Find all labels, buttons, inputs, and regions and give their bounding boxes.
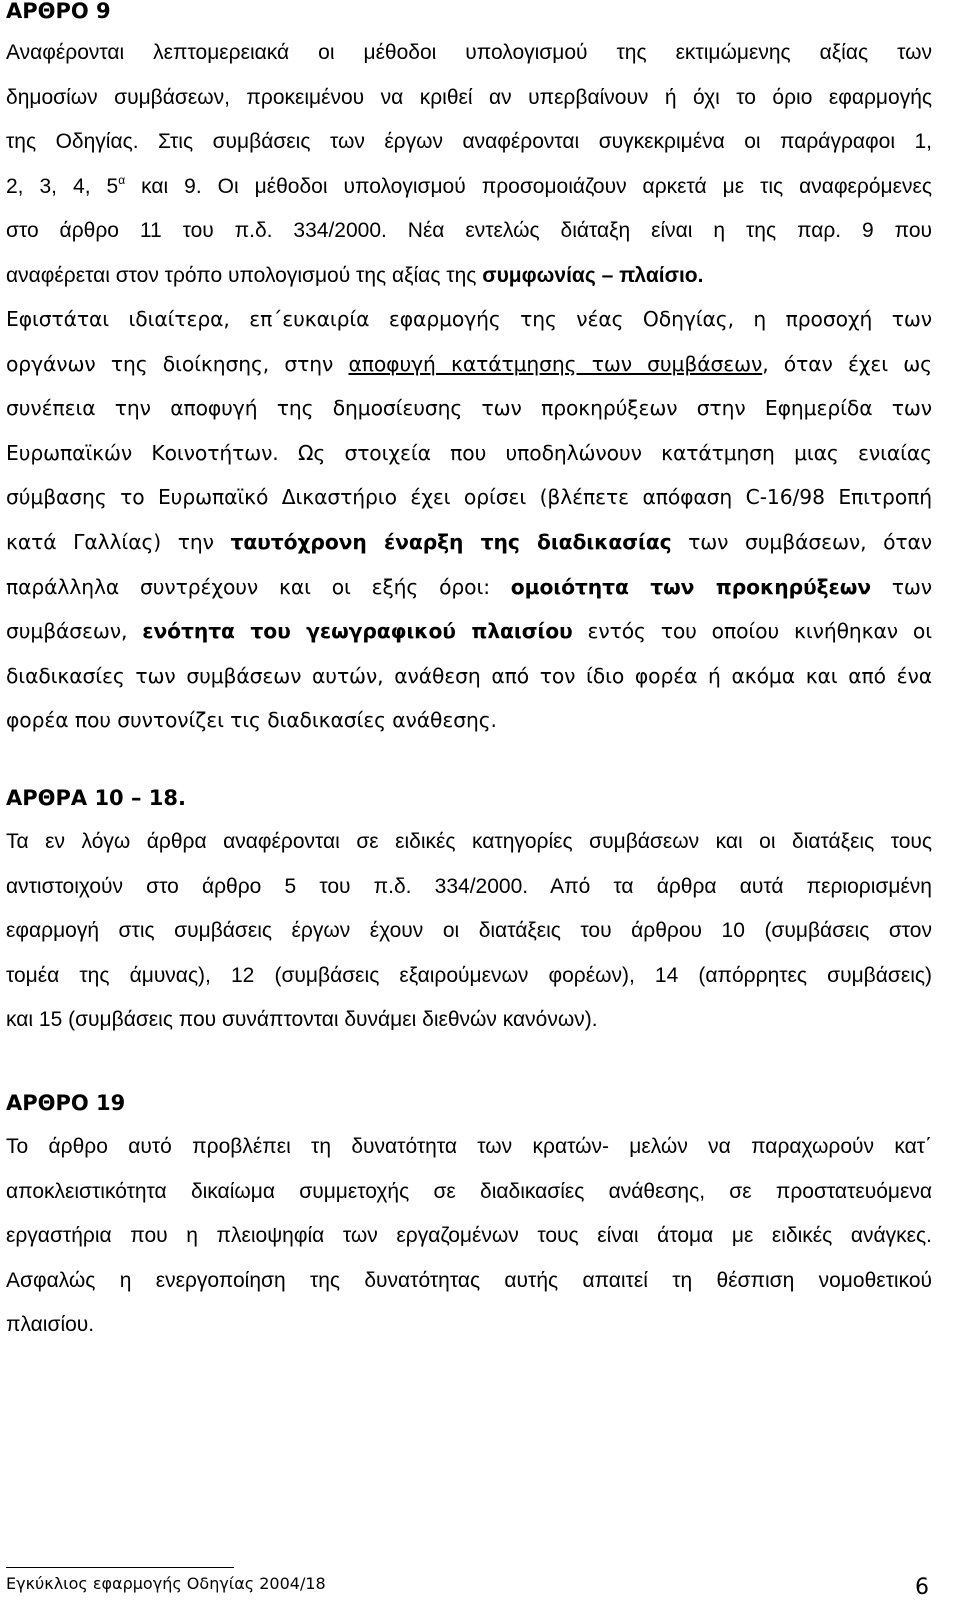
text-line: πλαισίου. <box>6 1313 95 1337</box>
bold-similarity-of-notices: ομοιότητα των προκηρύξεων <box>510 574 871 599</box>
text-line: και 15 (συμβάσεις που συνάπτονται δυνάμει διεθνών κανόνων). <box>6 1008 598 1032</box>
text-line: της Οδηγίας. Στις συμβάσεις των έργων αναφέρονται συγκεκριμένα οι παράγραφοι 1, <box>6 130 932 154</box>
superscript-alpha: α <box>118 172 126 187</box>
text-line: εργαστήρια που η πλειοψηφία των εργαζομένων τους είναι άτομα με ειδικές ανάγκες. <box>6 1224 932 1248</box>
text-line: στο άρθρο 11 του π.δ. 334/2000. Νέα εντελώς διάταξη είναι η της παρ. 9 που <box>6 219 932 243</box>
bold-term-framework-agreement: συμφωνίας – πλαίσιο. <box>482 263 704 287</box>
bold-geographic-unity: ενότητα του γεωγραφικού πλαισίου <box>142 619 573 644</box>
underlined-avoid-fragmentation: αποφυγή κατάτμησης των συμβάσεων <box>348 351 763 376</box>
text-line: οργάνων της διοίκησης, στην αποφυγή κατάτμησης των συμβάσεων, όταν έχει ως <box>6 351 932 376</box>
bold-simultaneous-start: ταυτόχρονη έναρξη της διαδικασίας <box>230 529 672 554</box>
text-line: αντιστοιχούν στο άρθρο 5 του π.δ. 334/2000. Από τα άρθρα αυτά περιορισμένη <box>6 874 932 898</box>
footer-divider <box>6 1567 234 1568</box>
article-9-heading: ΑΡΘΡΟ 9 <box>6 0 111 23</box>
text-line: Εφιστάται ιδιαίτερα, επ΄ευκαιρία εφαρμογής της νέας Οδηγίας, η προσοχή των <box>6 307 932 331</box>
text-line: Ασφαλώς η ενεργοποίηση της δυνατότητας αυτής απαιτεί τη θέσπιση νομοθετικού <box>6 1268 932 1292</box>
text-line: σύμβασης το Ευρωπαϊκό Δικαστήριο έχει ορίσει (βλέπετε απόφαση C-16/98 Επιτροπή <box>6 485 932 510</box>
articles-10-18-heading: ΑΡΘΡΑ 10 – 18. <box>6 786 186 810</box>
text-line: Ευρωπαϊκών Κοινοτήτων. Ως στοιχεία που υποδηλώνουν κατάτμηση μιας ενιαίας <box>6 440 932 465</box>
text-line: κατά Γαλλίας) την ταυτόχρονη έναρξη της διαδικασίας των συμβάσεων, όταν <box>6 529 932 554</box>
text-line: τομέα της άμυνας), 12 (συμβάσεις εξαιρούμενων φορέων), 14 (απόρρητες συμβάσεις) <box>6 963 932 987</box>
text-line: αναφέρεται στον τρόπο υπολογισμού της αξίας της συμφωνίας – πλαίσιο. <box>6 263 704 287</box>
text-line: συμβάσεων, ενότητα του γεωγραφικού πλαισίου εντός του οποίου κινήθηκαν οι <box>6 619 932 644</box>
text-line: Αναφέρονται λεπτομερειακά οι μέθοδοι υπολογισμού της εκτιμώμενης αξίας των <box>6 41 932 64</box>
text-line: φορέα που συντονίζει τις διαδικασίες ανάθεσης. <box>6 708 497 733</box>
text-line: δημοσίων συμβάσεων, προκειμένου να κριθεί αν υπερβαίνουν ή όχι το όριο εφαρμογής <box>6 85 932 109</box>
footer-title: Εγκύκλιος εφαρμογής Οδηγίας 2004/18 <box>6 1574 326 1593</box>
text-line: 2, 3, 4, $5^\alpha$ και 9. Οι μέθοδοι υπολογισμού προσομοιάζουν αρκετά με τις αναφερόμενες <box>6 172 932 198</box>
text-line: παράλληλα συντρέχουν και οι εξής όροι: ομοιότητα των προκηρύξεων των <box>6 574 932 599</box>
page-number: 6 <box>915 1575 929 1600</box>
article-9-intro-paragraph <box>6 31 932 299</box>
articles-10-18-paragraph <box>6 820 932 1043</box>
article-19-heading: ΑΡΘΡΟ 19 <box>6 1091 126 1115</box>
text-line: Τα εν λόγω άρθρα αναφέρονται σε ειδικές κατηγορίες συμβάσεων και οι διατάξεις τους <box>6 830 932 853</box>
text-line: συνέπεια την αποφυγή της δημοσίευσης των προκηρύξεων στην Εφημερίδα των <box>6 396 932 421</box>
article-9-fragmentation-paragraph <box>6 297 932 743</box>
article-19-paragraph <box>6 1125 932 1348</box>
text-line: Το άρθρο αυτό προβλέπει τη δυνατότητα των κρατών- μελών να παραχωρούν κατ΄ <box>6 1135 932 1158</box>
text-line: εφαρμογή στις συμβάσεις έργων έχουν οι διατάξεις του άρθρου 10 (συμβάσεις στον <box>6 919 932 943</box>
text-line: διαδικασίες των συμβάσεων αυτών, ανάθεση από τον ίδιο φορέα ή ακόμα και από ένα <box>6 663 932 688</box>
text-line: αποκλειστικότητα δικαίωμα συμμετοχής σε διαδικασίες ανάθεσης, σε προστατευόμενα <box>6 1179 932 1203</box>
